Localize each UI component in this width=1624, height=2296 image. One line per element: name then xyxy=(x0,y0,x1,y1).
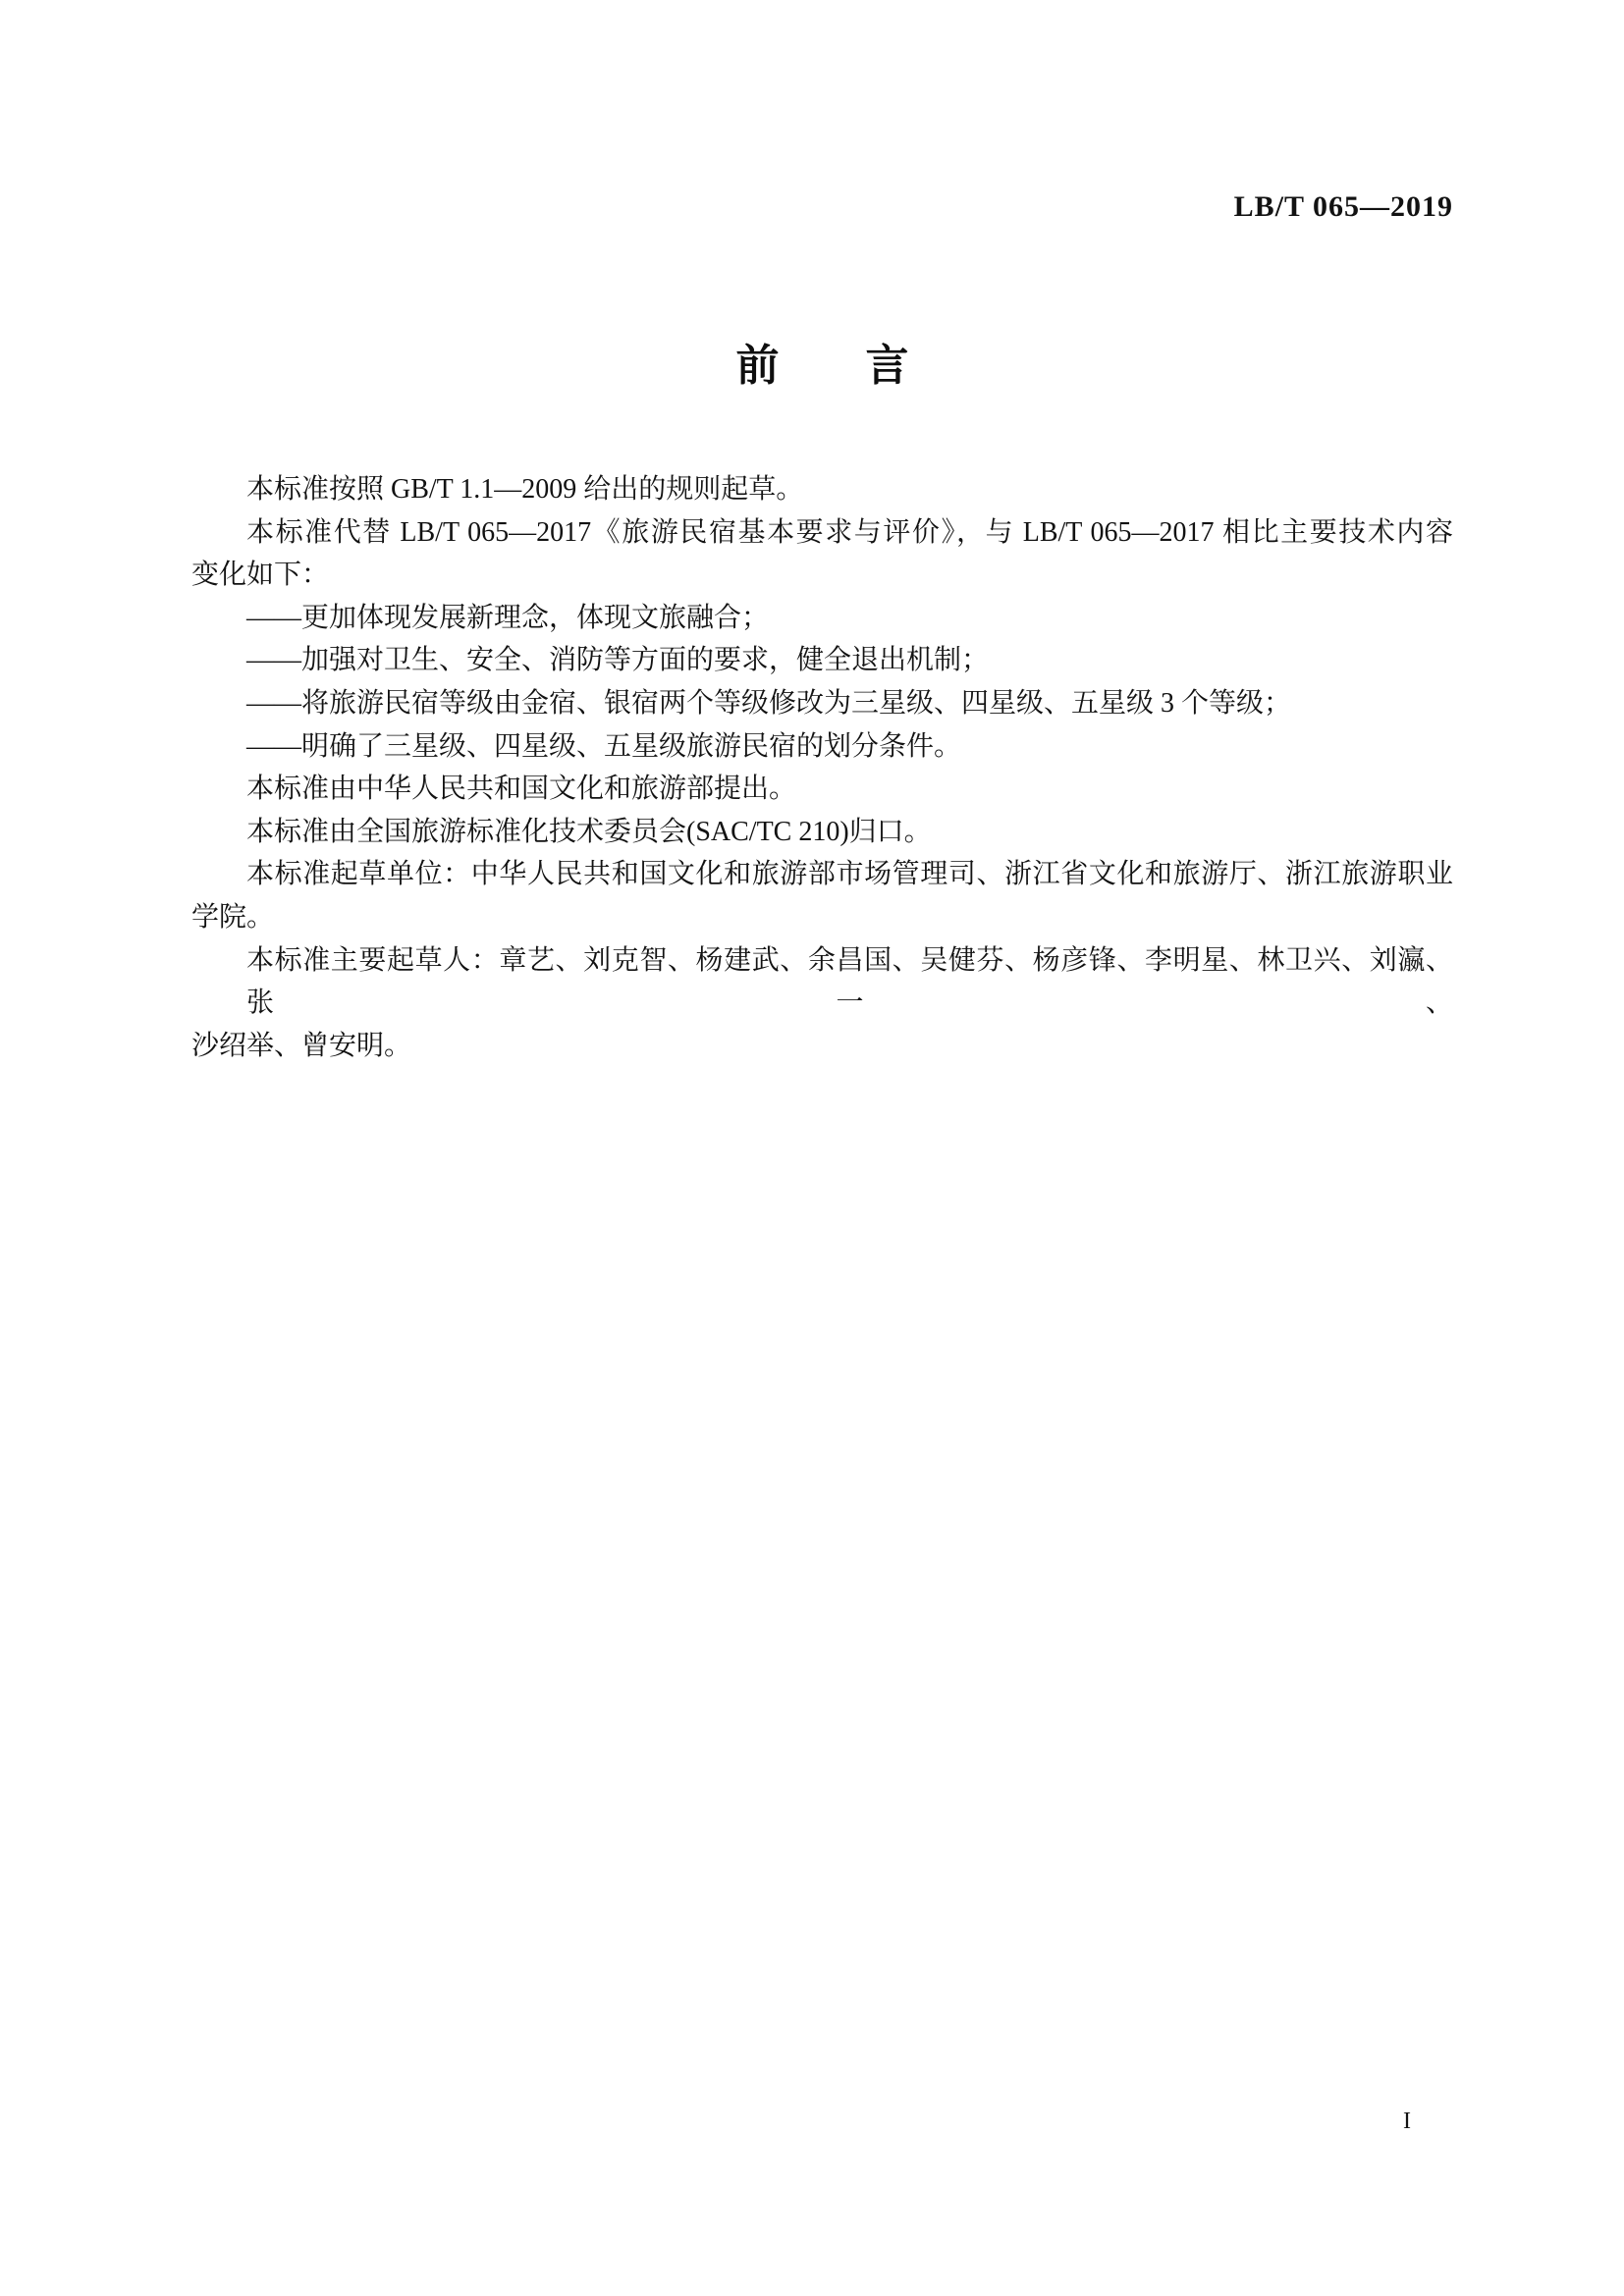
foreword-line: 本标准由中华人民共和国文化和旅游部提出。 xyxy=(246,774,797,805)
foreword-body xyxy=(191,468,1453,1067)
foreword-line: 学院。 xyxy=(191,901,275,933)
foreword-line: 本标准代替 LB/T 065—2017《旅游民宿基本要求与评价》，与 LB/T 065—2017 相比主要技术内容 xyxy=(246,516,1453,548)
page-number: I xyxy=(1403,2109,1411,2134)
foreword-line: 本标准按照 GB/T 1.1—2009 给出的规则起草。 xyxy=(246,474,804,505)
foreword-line: ——将旅游民宿等级由金宿、银宿两个等级修改为三星级、四星级、五星级 3 个等级； xyxy=(246,687,1292,719)
foreword-line: ——加强对卫生、安全、消防等方面的要求，健全退出机制； xyxy=(246,645,990,676)
foreword-line: 沙绍举、曾安明。 xyxy=(191,1030,412,1061)
foreword-line: 本标准由全国旅游标准化技术委员会(SAC/TC 210)归口。 xyxy=(246,816,932,847)
standard-code: LB/T 065—2019 xyxy=(1233,190,1453,223)
foreword-line: ——更加体现发展新理念，体现文旅融合； xyxy=(246,602,770,633)
foreword-line: 本标准起草单位：中华人民共和国文化和旅游部市场管理司、浙江省文化和旅游厅、浙江旅游职业 xyxy=(246,859,1453,890)
foreword-line: 本标准主要起草人：章艺、刘克智、杨建武、余昌国、吴健芬、杨彦锋、李明星、林卫兴、刘瀛、张一、 xyxy=(246,944,1453,1019)
foreword-title: 前 言 xyxy=(735,342,909,390)
foreword-line: 变化如下： xyxy=(191,560,330,591)
foreword-line: ——明确了三星级、四星级、五星级旅游民宿的划分条件。 xyxy=(246,730,962,762)
